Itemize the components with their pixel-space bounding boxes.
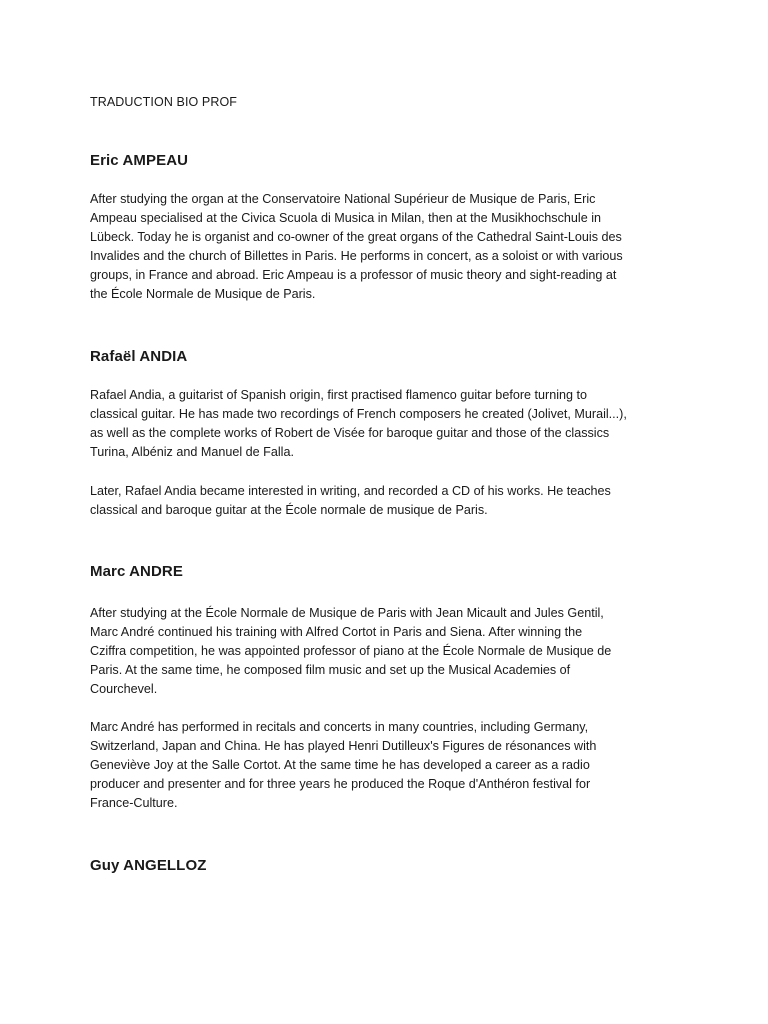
section-name-ampeau: Eric AMPEAU — [90, 152, 189, 169]
text-line: After studying at the École Normale de Musique de Paris with Jean Micault and Jules Gentil, — [90, 606, 604, 620]
text-line: France-Culture. — [90, 796, 178, 810]
text-line: Rafael Andia, a guitarist of Spanish origin, first practised flamenco guitar before turning to — [90, 388, 588, 402]
paragraph-andre-2 — [90, 718, 690, 813]
text-line: as well as the complete works of Robert de Visée for baroque guitar and those of the classics — [90, 426, 610, 440]
section-name-andre: Marc ANDRE — [90, 563, 183, 580]
paragraph-ampeau-1 — [90, 190, 690, 304]
paragraph-andre-1 — [90, 604, 690, 699]
text-line: producer and presenter and for three years he produced the Roque d'Anthéron festival for — [90, 777, 591, 791]
section-name-andia: Rafaël ANDIA — [90, 348, 188, 365]
section-name-angelloz: Guy ANGELLOZ — [90, 857, 207, 874]
paragraph-andia-2 — [90, 482, 690, 520]
document-title: TRADUCTION BIO PROF — [90, 95, 238, 109]
text-line: Marc André continued his training with Alfred Cortot in Paris and Siena. After winning the — [90, 625, 583, 639]
text-line: classical and baroque guitar at the École normale de musique de Paris. — [90, 503, 488, 517]
text-line: Courchevel. — [90, 682, 158, 696]
text-line: Geneviève Joy at the Salle Cortot. At the same time he has developed a career as a radio — [90, 758, 590, 772]
paragraph-andia-1 — [90, 386, 690, 462]
text-line: groups, in France and abroad. Eric Ampeau is a professor of music theory and sight-reading at — [90, 268, 617, 282]
text-line: the École Normale de Musique de Paris. — [90, 287, 316, 301]
text-line: Paris. At the same time, he composed film music and set up the Musical Academies of — [90, 663, 571, 677]
text-line: Lübeck. Today he is organist and co-owner of the great organs of the Cathedral Saint-Louis des — [90, 230, 622, 244]
text-line: classical guitar. He has made two recordings of French composers he created (Jolivet, Murail...), — [90, 407, 627, 421]
text-line: Later, Rafael Andia became interested in writing, and recorded a CD of his works. He teaches — [90, 484, 611, 498]
text-line: Switzerland, Japan and China. He has played Henri Dutilleux's Figures de résonances with — [90, 739, 597, 753]
text-line: Marc André has performed in recitals and concerts in many countries, including Germany, — [90, 720, 589, 734]
text-line: Ampeau specialised at the Civica Scuola di Musica in Milan, then at the Musikhochschule in — [90, 211, 602, 225]
text-line: Cziffra competition, he was appointed professor of piano at the École Normale de Musique de — [90, 644, 612, 658]
text-line: After studying the organ at the Conservatoire National Supérieur de Musique de Paris, Eric — [90, 192, 596, 206]
text-line: Turina, Albéniz and Manuel de Falla. — [90, 445, 294, 459]
text-line: Invalides and the church of Billettes in Paris. He performs in concert, as a soloist or with various — [90, 249, 623, 263]
